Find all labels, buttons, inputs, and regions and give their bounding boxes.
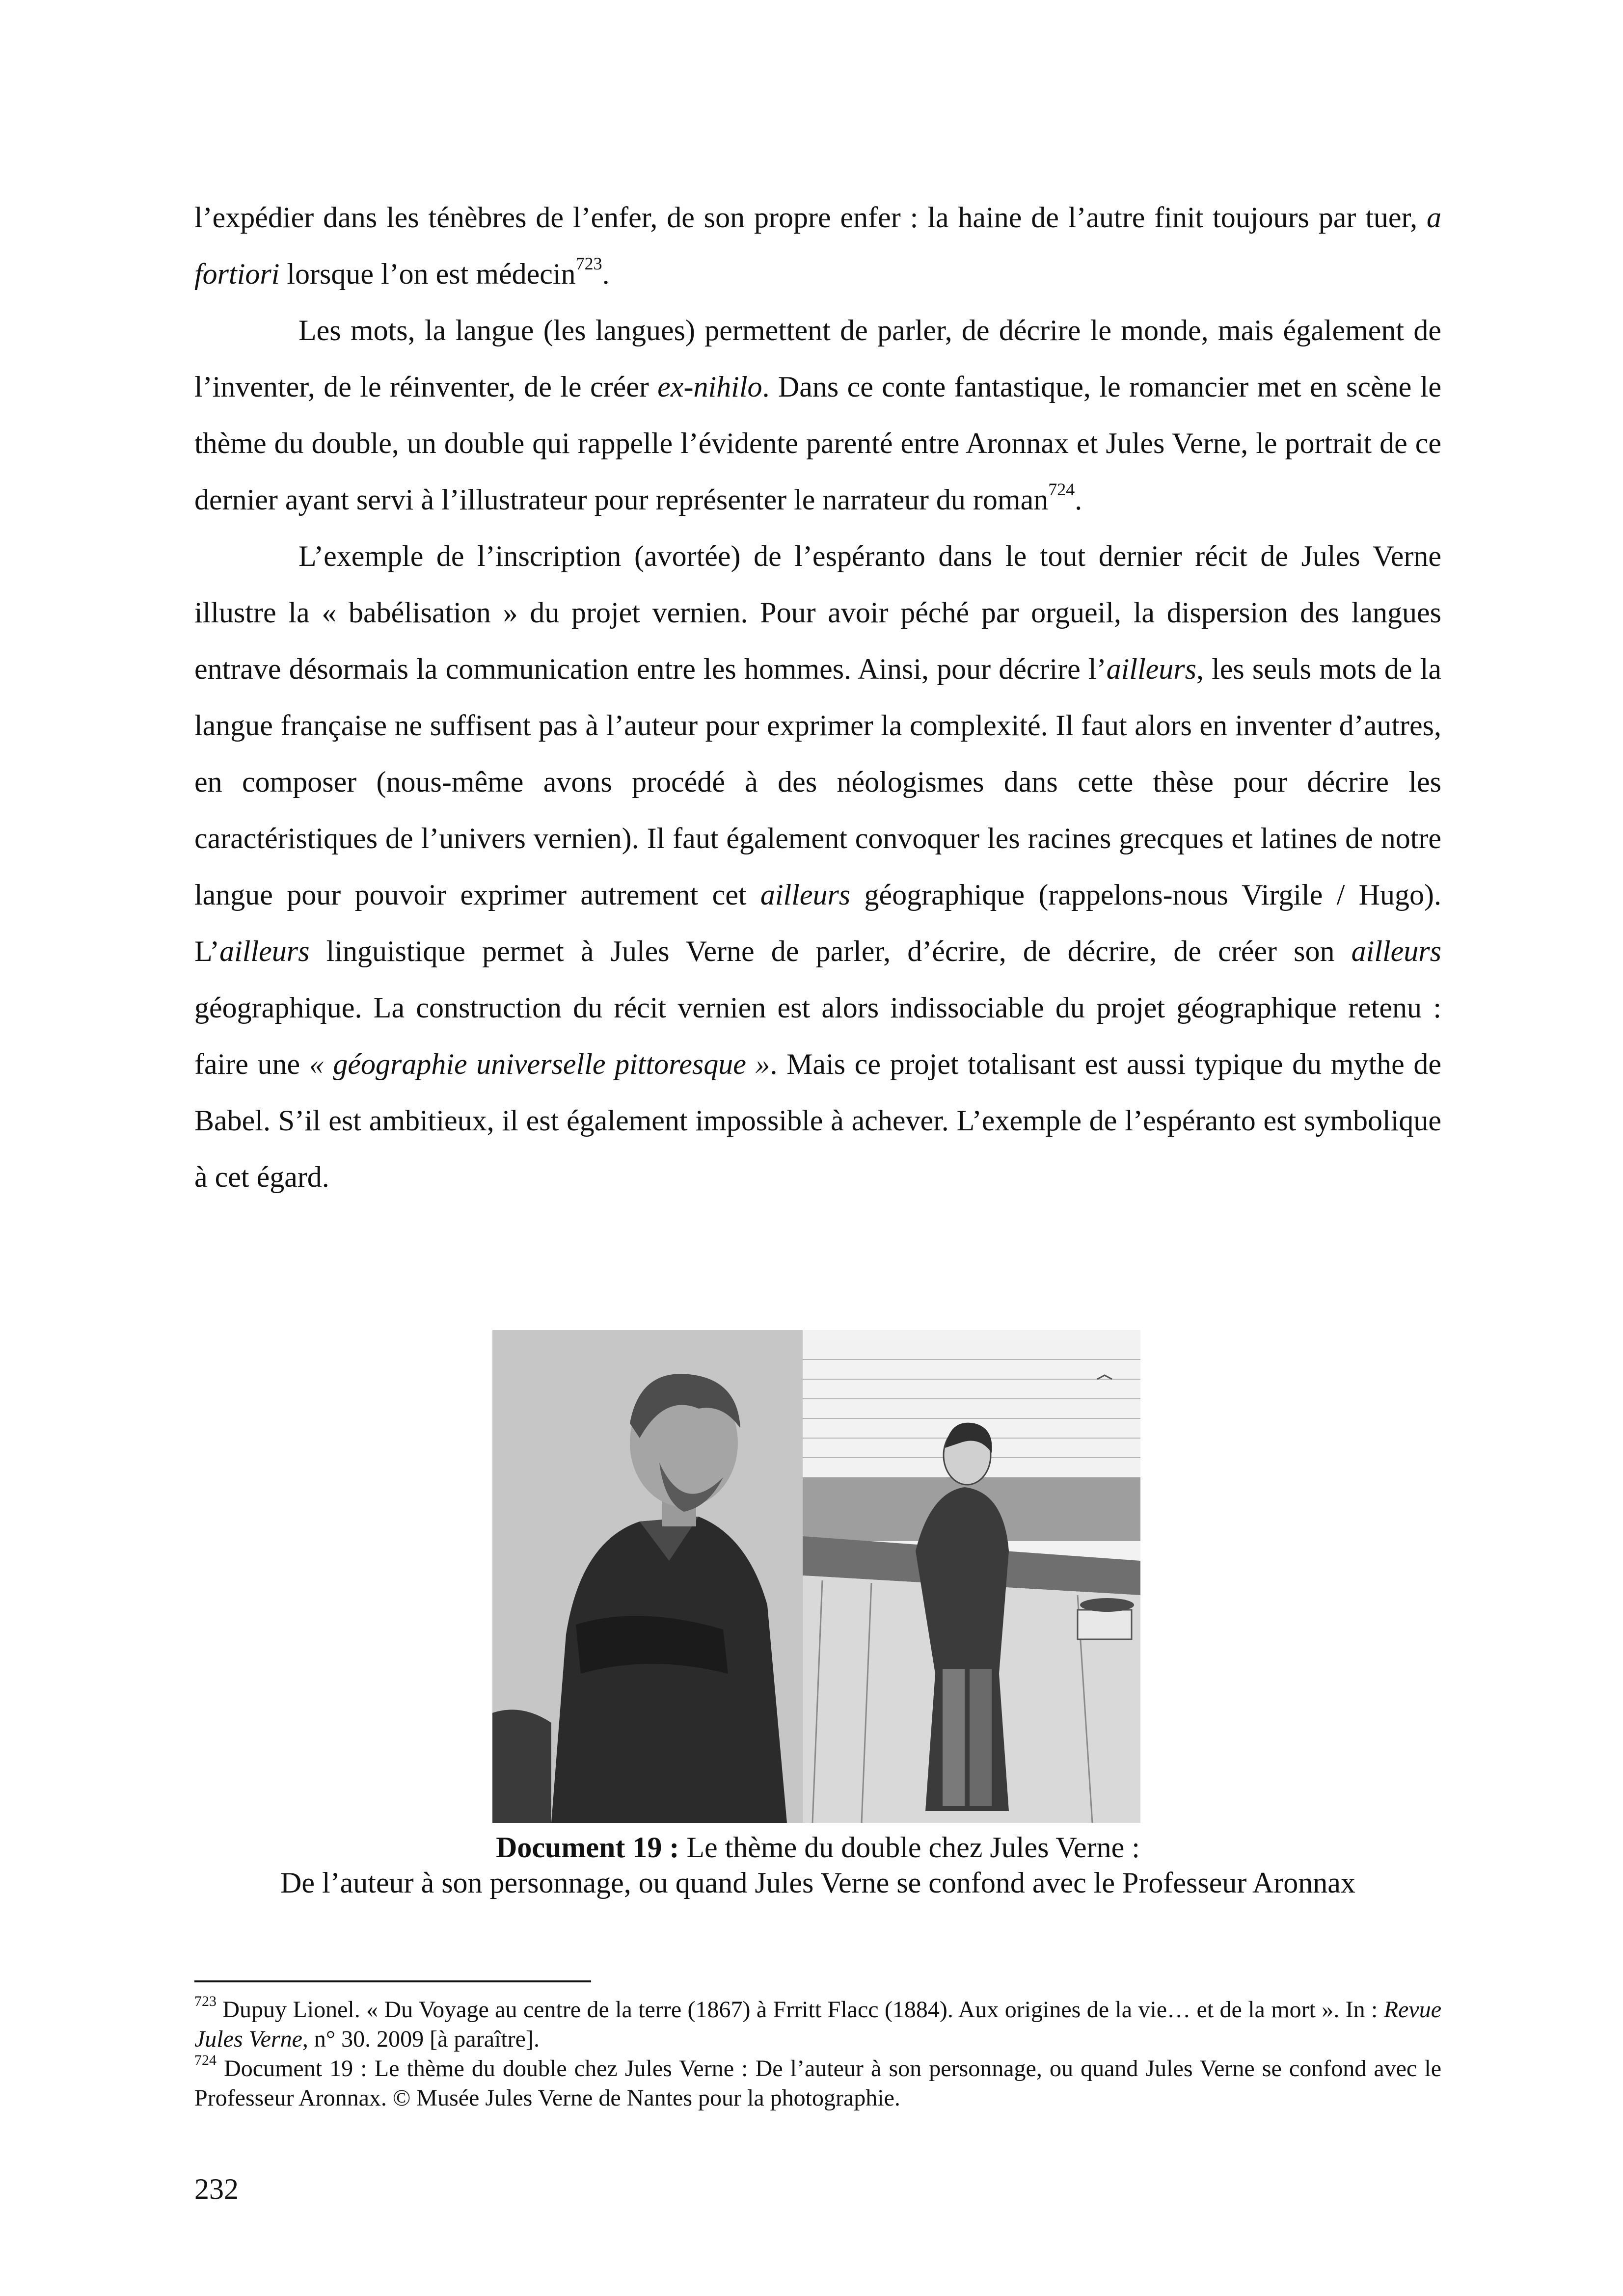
photograph-jules-verne	[492, 1330, 803, 1823]
paragraph	[194, 528, 1441, 1205]
caption-label: Document 19 :	[496, 1831, 679, 1864]
text-run: . Dans ce conte fantastique, le romancier met en scène le thème du double, un double qui rappelle l’évidente parenté entre Aronnax et Jules Verne, le portrait de ce dernier ayant servi à l’illustrateur pour représenter le narrateur du roman	[194, 371, 1442, 516]
text-run: Dupuy Lionel. « Du Voyage au centre de la terre (1867) à Frritt Flacc (1884). Aux origines de la vie… et de la mort ». In :	[216, 1997, 1384, 2023]
footnote-separator	[194, 1980, 591, 1982]
text-run: linguistique permet à Jules Verne de parler, d’écrire, de décrire, de créer son	[309, 935, 1352, 967]
italic-text: ailleurs	[1351, 935, 1441, 967]
text-run: L’exemple de l’inscription (avortée) de l’espéranto dans le tout dernier récit de Jules Verne illustre la « babélisation » du projet vernien. Pour avoir péché par orgueil, la dispersion des langues entrave désormais la communication entre les hommes. Ainsi, pour décrire l’	[194, 540, 1441, 685]
text-run: lorsque l’on est médecin	[279, 258, 576, 290]
italic-text: « géographie universelle pittoresque »	[309, 1048, 770, 1080]
footnote-marker: 723	[194, 1993, 216, 2009]
italic-text: ailleurs	[760, 879, 851, 911]
engraving-professor-aronnax	[803, 1330, 1140, 1823]
text-run: .	[602, 258, 610, 290]
footnotes	[194, 1995, 1441, 2113]
text-run: Les mots, la langue (les langues) permettent de parler, de décrire le monde, mais également de l’inventer, de le réinventer, de le créer	[194, 314, 1441, 403]
footnote-marker: 724	[1048, 480, 1075, 499]
italic-text: ailleurs	[1106, 653, 1196, 685]
text-run: , n° 30. 2009 [à paraître].	[302, 2026, 540, 2052]
text-run: géographique. La construction du récit vernien est alors indissociable du projet géographique retenu : faire une	[194, 991, 1441, 1080]
paragraph	[194, 189, 1441, 302]
text-run: . Mais ce projet totalisant est aussi typique du mythe de Babel. S’il est ambitieux, il est également impossible à achever. L’exemple de l’espéranto est symbolique à cet égard.	[194, 1048, 1441, 1193]
footnote	[194, 1995, 1441, 2054]
text-run: .	[1075, 483, 1082, 516]
page-number: 232	[194, 2173, 239, 2205]
italic-text: ailleurs	[219, 935, 310, 967]
paragraph	[194, 302, 1441, 528]
text-run: Document 19 : Le thème du double chez Jules Verne : De l’auteur à son personnage, ou quand Jules Verne se confond avec le Professeur Aronnax. © Musée Jules Verne de Nantes pour la photographie.	[194, 2056, 1441, 2111]
text-run: géographique (rappelons-nous Virgile / Hugo). L’	[194, 879, 1441, 967]
text-run: l’expédier dans les ténèbres de l’enfer, de son propre enfer : la haine de l’autre finit toujours par tuer,	[194, 201, 1427, 234]
caption-line-2: De l’auteur à son personnage, ou quand Jules Verne se confond avec le Professeur Aronnax	[280, 1867, 1355, 1899]
figure-document-19	[492, 1330, 1140, 1823]
footnote	[194, 2054, 1441, 2113]
body-text	[194, 189, 1441, 1205]
italic-text: ex-nihilo	[657, 371, 762, 403]
italic-text: Revue Jules Verne	[194, 1997, 1441, 2052]
caption-line-1	[194, 1830, 1441, 1865]
footnote-marker: 724	[194, 2052, 216, 2068]
footnote-marker: 723	[575, 254, 602, 273]
caption-title: Le thème du double chez Jules Verne :	[679, 1831, 1140, 1864]
figure-caption	[194, 1830, 1441, 1900]
text-run: , les seuls mots de la langue française ne suffisent pas à l’auteur pour exprimer la complexité. Il faut alors en inventer d’autres, en composer (nous-même avons procédé à des néologismes dans cette thèse pour décrire les caractéristiques de l’univers vernien). Il faut également convoquer les racines grecques et latines de notre langue pour pouvoir exprimer autrement cet	[194, 653, 1441, 911]
italic-text: a fortiori	[194, 201, 1441, 290]
